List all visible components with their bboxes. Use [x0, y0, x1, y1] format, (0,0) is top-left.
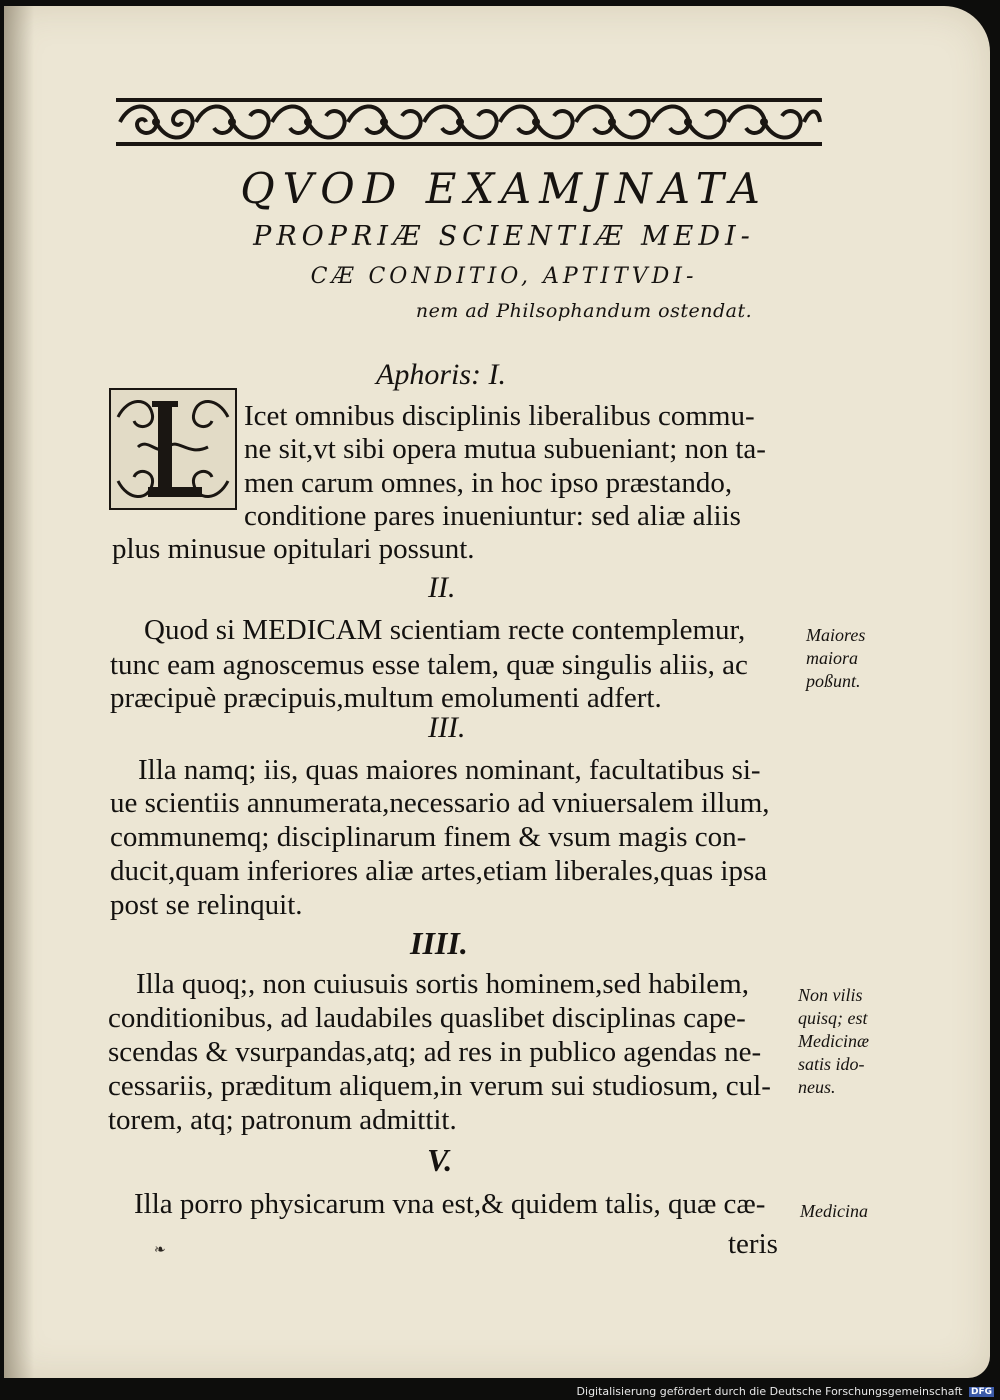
ornament-band-icon: [116, 98, 822, 146]
text-line: præcipuè præcipuis,multum emolumenti adfert.: [110, 682, 662, 714]
text-line: tunc eam agnoscemus esse talem, quæ singulis aliis, ac: [110, 649, 748, 681]
text-line: ue scientiis annumerata,necessario ad vniuersalem illum,: [110, 787, 770, 819]
margin-note-2: Maiores maiora poßunt.: [806, 625, 866, 691]
decorated-initial-icon: [108, 387, 238, 511]
section-heading-4: IIII.: [410, 925, 468, 961]
text-line: Illa namq; iis, quas maiores nominant, facultatibus si-: [138, 754, 761, 786]
text-line: post se relinquit.: [110, 889, 303, 921]
book-page: [4, 6, 990, 1378]
text-line: scendas & vsurpandas,atq; ad res in publico agendas ne-: [108, 1036, 762, 1068]
section-heading-2: II.: [428, 571, 456, 604]
text-line: Illa porro physicarum vna est,& quidem talis, quæ cæ-: [134, 1188, 766, 1220]
title-line-3: CÆ CONDITIO, APTITVDI-: [310, 264, 698, 289]
text-line: cessariis, præditum aliquem,in verum sui studiosum, cul-: [108, 1070, 771, 1102]
text-line: plus minusue opitulari possunt.: [112, 533, 475, 565]
title-line-4: nem ad Philsophandum ostendat.: [415, 300, 753, 322]
text-line: Illa quoq;, non cuiusuis sortis hominem,sed habilem,: [136, 968, 749, 1000]
text-line: communemq; disciplinarum finem & vsum magis con-: [110, 821, 747, 853]
text-line: conditione pares inueniuntur: sed aliæ aliis: [244, 500, 741, 532]
text-line: ducit,quam inferiores aliæ artes,etiam liberales,quas ipsa: [110, 855, 768, 887]
title-line-1: QVOD EXAMJNATA: [240, 164, 768, 213]
text-line: Quod si MEDICAM scientiam recte contemplemur,: [144, 614, 746, 646]
section-heading-3: III.: [428, 711, 466, 744]
catchword: teris: [728, 1228, 778, 1260]
text-line: men carum omnes, in hoc ipso præstando,: [244, 467, 733, 499]
section-heading-1: Aphoris: I.: [376, 358, 506, 391]
margin-note-5: Medicina: [800, 1201, 868, 1221]
digitization-footer: Digitalisierung gefördert durch die Deutsche Forschungsgemeinschaft DFG: [576, 1385, 992, 1398]
margin-note-4: Non vilis quisq; est Medicinæ satis ido- neus.: [798, 985, 869, 1097]
printer-mark-icon: ❧: [154, 1242, 166, 1258]
text-line: conditionibus, ad laudabiles quaslibet disciplinas cape-: [108, 1002, 746, 1034]
title-line-2: PROPRIÆ SCIENTIÆ MEDI-: [253, 221, 755, 252]
text-line: ne sit,vt sibi opera mutua subueniant; non ta-: [244, 433, 766, 465]
text-line: torem, atq; patronum admittit.: [108, 1104, 457, 1136]
dfg-logo: DFG: [970, 1387, 992, 1397]
text-line: Icet omnibus disciplinis liberalibus commu-: [244, 400, 755, 432]
section-heading-5: V.: [427, 1142, 453, 1178]
